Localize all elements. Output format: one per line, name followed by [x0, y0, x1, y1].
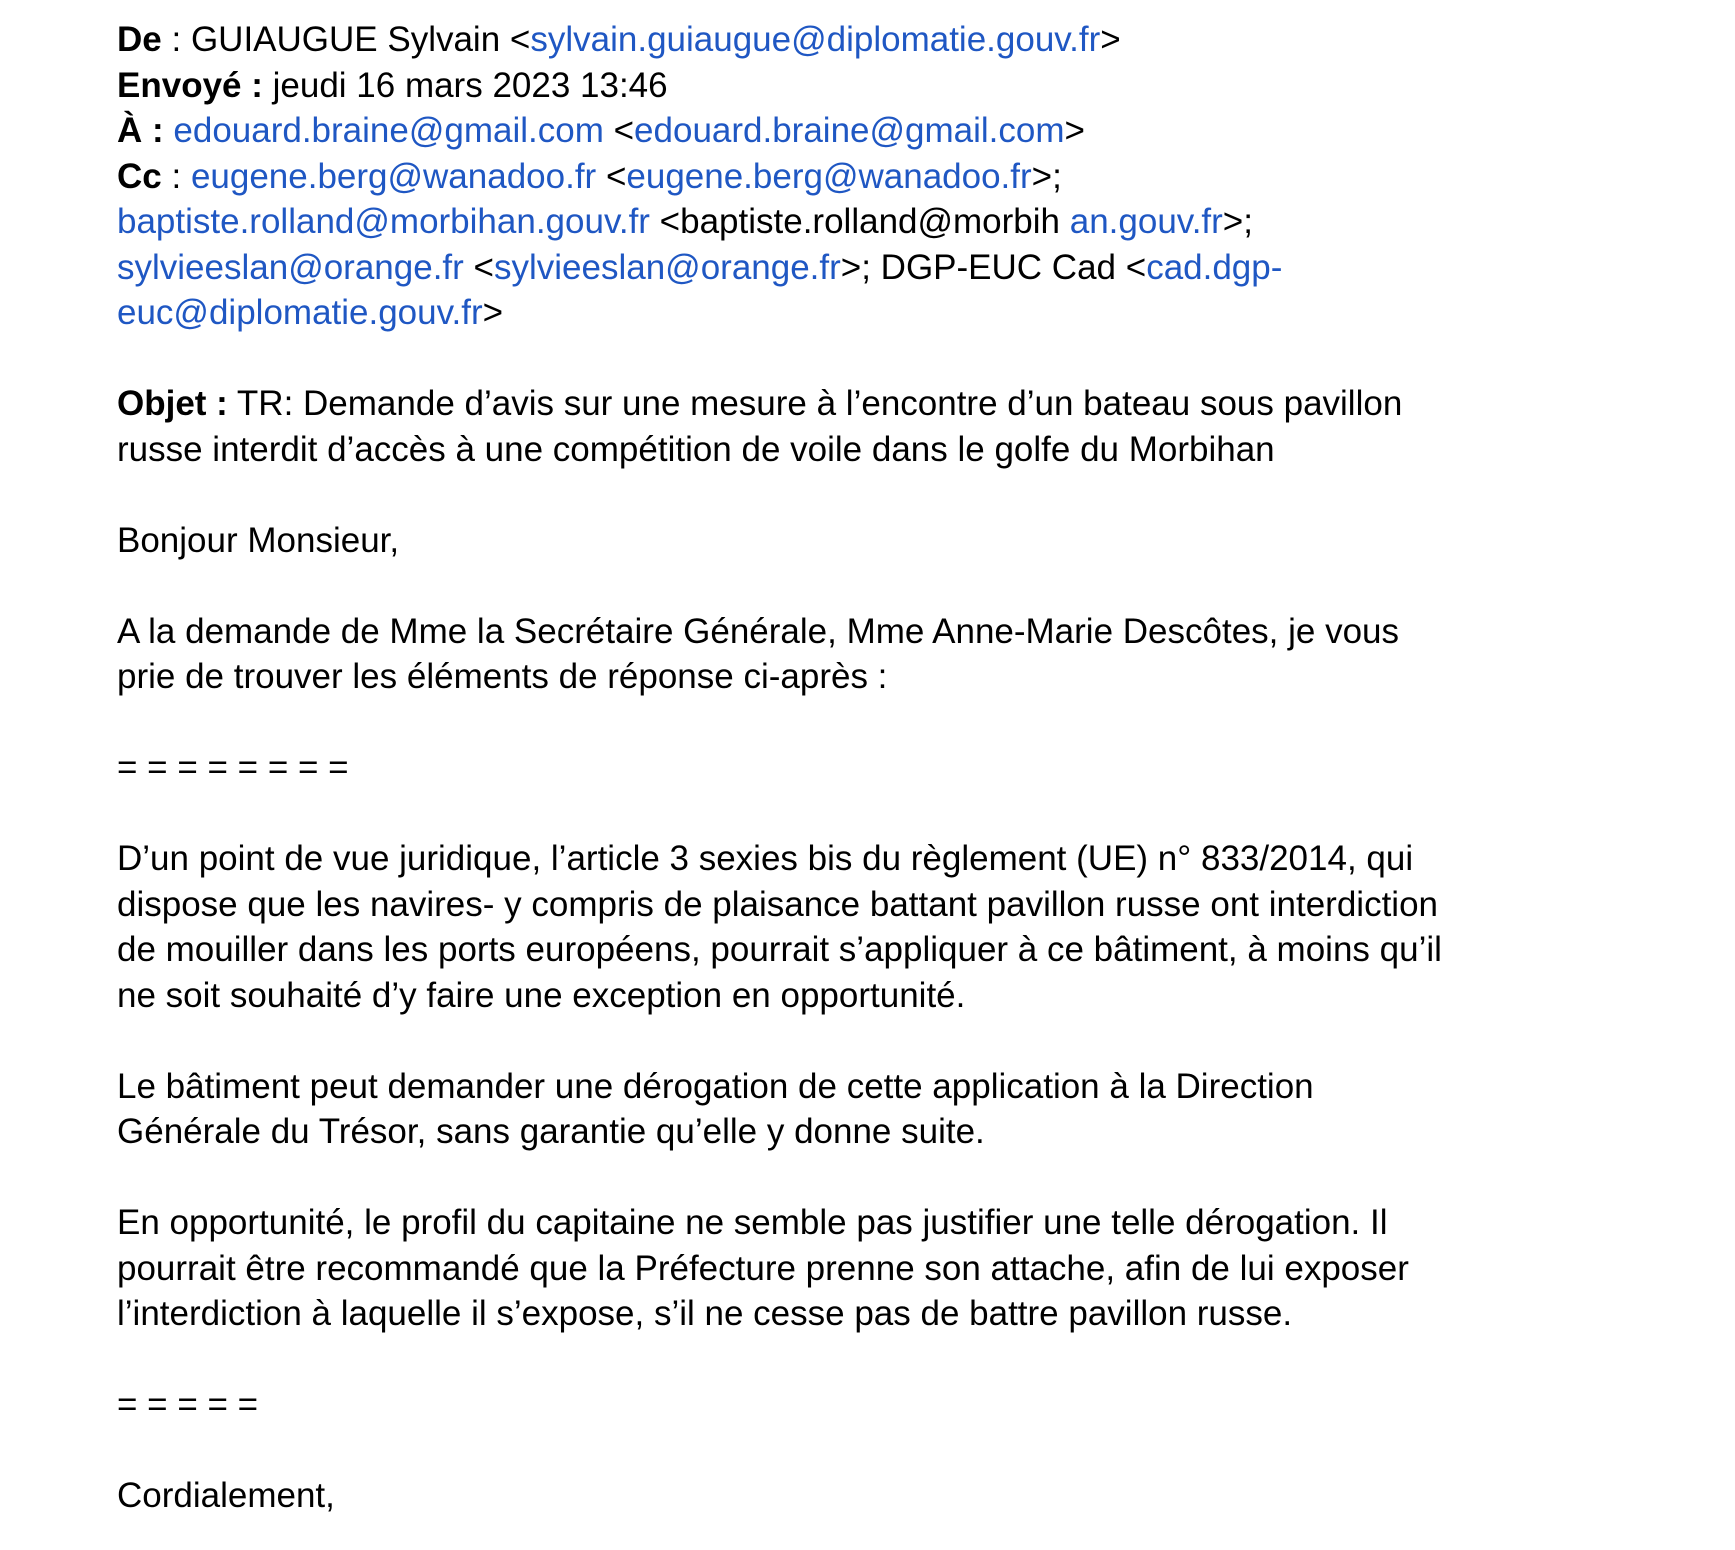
paragraph-1-line-3: de mouiller dans les ports européens, pourrait s’appliquer à ce bâtiment, à moins qu’il [117, 930, 1442, 969]
spacer [117, 1155, 1677, 1201]
spacer [117, 336, 1677, 382]
from-gt: > [1100, 20, 1121, 59]
intro-line-1: A la demande de Mme la Secrétaire Générale, Mme Anne-Marie Descôtes, je vous [117, 611, 1400, 651]
cc-recipient-1-display-link[interactable]: eugene.berg@wanadoo.fr [190, 156, 597, 196]
spacer [117, 1337, 1677, 1383]
from-separator: : [161, 20, 191, 59]
from-email-link[interactable]: sylvain.guiaugue@diplomatie.gouv.fr [530, 20, 1101, 59]
to-label: À : [117, 111, 164, 150]
paragraph-1-line-4: ne soit souhaité d’y faire une exception en opportunité. [117, 975, 966, 1015]
spacer [117, 563, 1677, 609]
spacer [117, 791, 1677, 837]
spacer [117, 472, 1677, 518]
from-lt: < [509, 20, 531, 59]
cc-recipient-1-email-link[interactable]: eugene.berg@wanadoo.fr [626, 156, 1032, 196]
spacer [117, 1428, 1677, 1474]
cc-recipient-2-end: >; [1222, 202, 1253, 241]
cc-label: Cc [117, 156, 162, 196]
cc-line-3 [117, 245, 1677, 291]
to-display-link[interactable]: edouard.braine@gmail.com [173, 111, 604, 150]
from-name: GUIAUGUE Sylvain [190, 20, 510, 59]
spacer [117, 1018, 1677, 1064]
cc-recipient-3-email-link[interactable]: sylvieeslan@orange.fr [493, 247, 841, 287]
from-label: De [117, 20, 162, 59]
from-line [117, 17, 1677, 63]
cc-recipient-4-end: > [482, 293, 504, 332]
to-email-link[interactable]: edouard.braine@gmail.com [634, 111, 1065, 150]
closing: Cordialement, [117, 1476, 335, 1515]
paragraph-3-line-2: pourrait être recommandé que la Préfecture prenne son attache, afin de lui exposer [117, 1248, 1409, 1288]
paragraph-3-line-1: En opportunité, le profil du capitaine ne semble pas justifier une telle dérogation. Il [117, 1203, 1388, 1242]
cc-recipient-2-display-link[interactable]: baptiste.rolland@morbihan.gouv.fr [117, 202, 650, 241]
sent-line [117, 63, 1677, 109]
cc-recipient-4-email-link-part1[interactable]: cad.dgp- [1146, 247, 1283, 287]
sent-label: Envoyé : [117, 65, 263, 105]
paragraph-1-line-1: D’un point de vue juridique, l’article 3 sexies bis du règlement (UE) n° 833/2014, qui [117, 839, 1414, 878]
paragraph-1-line-2: dispose que les navires- y compris de plaisance battant pavillon russe ont interdiction [117, 884, 1438, 924]
subject-line-1 [117, 381, 1677, 427]
cc-line-1 [117, 154, 1677, 200]
spacer [117, 700, 1677, 746]
cc-recipient-4-email-link-part2[interactable]: euc@diplomatie.gouv.fr [117, 293, 483, 332]
cc-line-4 [117, 290, 1677, 336]
cc-recipient-2-plain: <baptiste.rolland@morbih [649, 202, 1070, 241]
to-gt: > [1064, 111, 1085, 150]
cc-recipient-1-lt: < [596, 156, 627, 196]
greeting: Bonjour Monsieur, [117, 520, 400, 560]
cc-recipient-3-mid: >; DGP-EUC Cad < [840, 247, 1147, 287]
paragraph-2-line-1: Le bâtiment peut demander une dérogation de cette application à la Direction [117, 1066, 1314, 1106]
cc-separator: : [161, 156, 191, 196]
subject-line-2: russe interdit d’accès à une compétition de voile dans le golfe du Morbihan [117, 429, 1275, 469]
paragraph-3-line-3: l’interdiction à laquelle il s’expose, s’il ne cesse pas de battre pavillon russe. [117, 1294, 1293, 1333]
cc-recipient-2-email-link[interactable]: an.gouv.fr [1069, 202, 1223, 241]
separator-2: = = = = = [117, 1385, 259, 1424]
subject-label: Objet : [117, 384, 228, 423]
cc-recipient-3-lt: < [463, 247, 494, 287]
separator-1: = = = = = = = = [117, 748, 349, 787]
to-lt: < [603, 111, 635, 150]
to-line [117, 108, 1677, 154]
email-document [117, 17, 1677, 1519]
sent-date: jeudi 16 mars 2023 13:46 [262, 65, 668, 105]
intro-line-2: prie de trouver les éléments de réponse ci-après : [117, 657, 888, 696]
cc-recipient-3-display-link[interactable]: sylvieeslan@orange.fr [117, 247, 464, 287]
cc-recipient-1-end: >; [1031, 156, 1062, 196]
paragraph-2-line-2: Générale du Trésor, sans garantie qu’elle y donne suite. [117, 1112, 985, 1151]
subject-text-1: TR: Demande d’avis sur une mesure à l’encontre d’un bateau sous pavillon [227, 384, 1403, 423]
cc-line-2 [117, 199, 1677, 245]
